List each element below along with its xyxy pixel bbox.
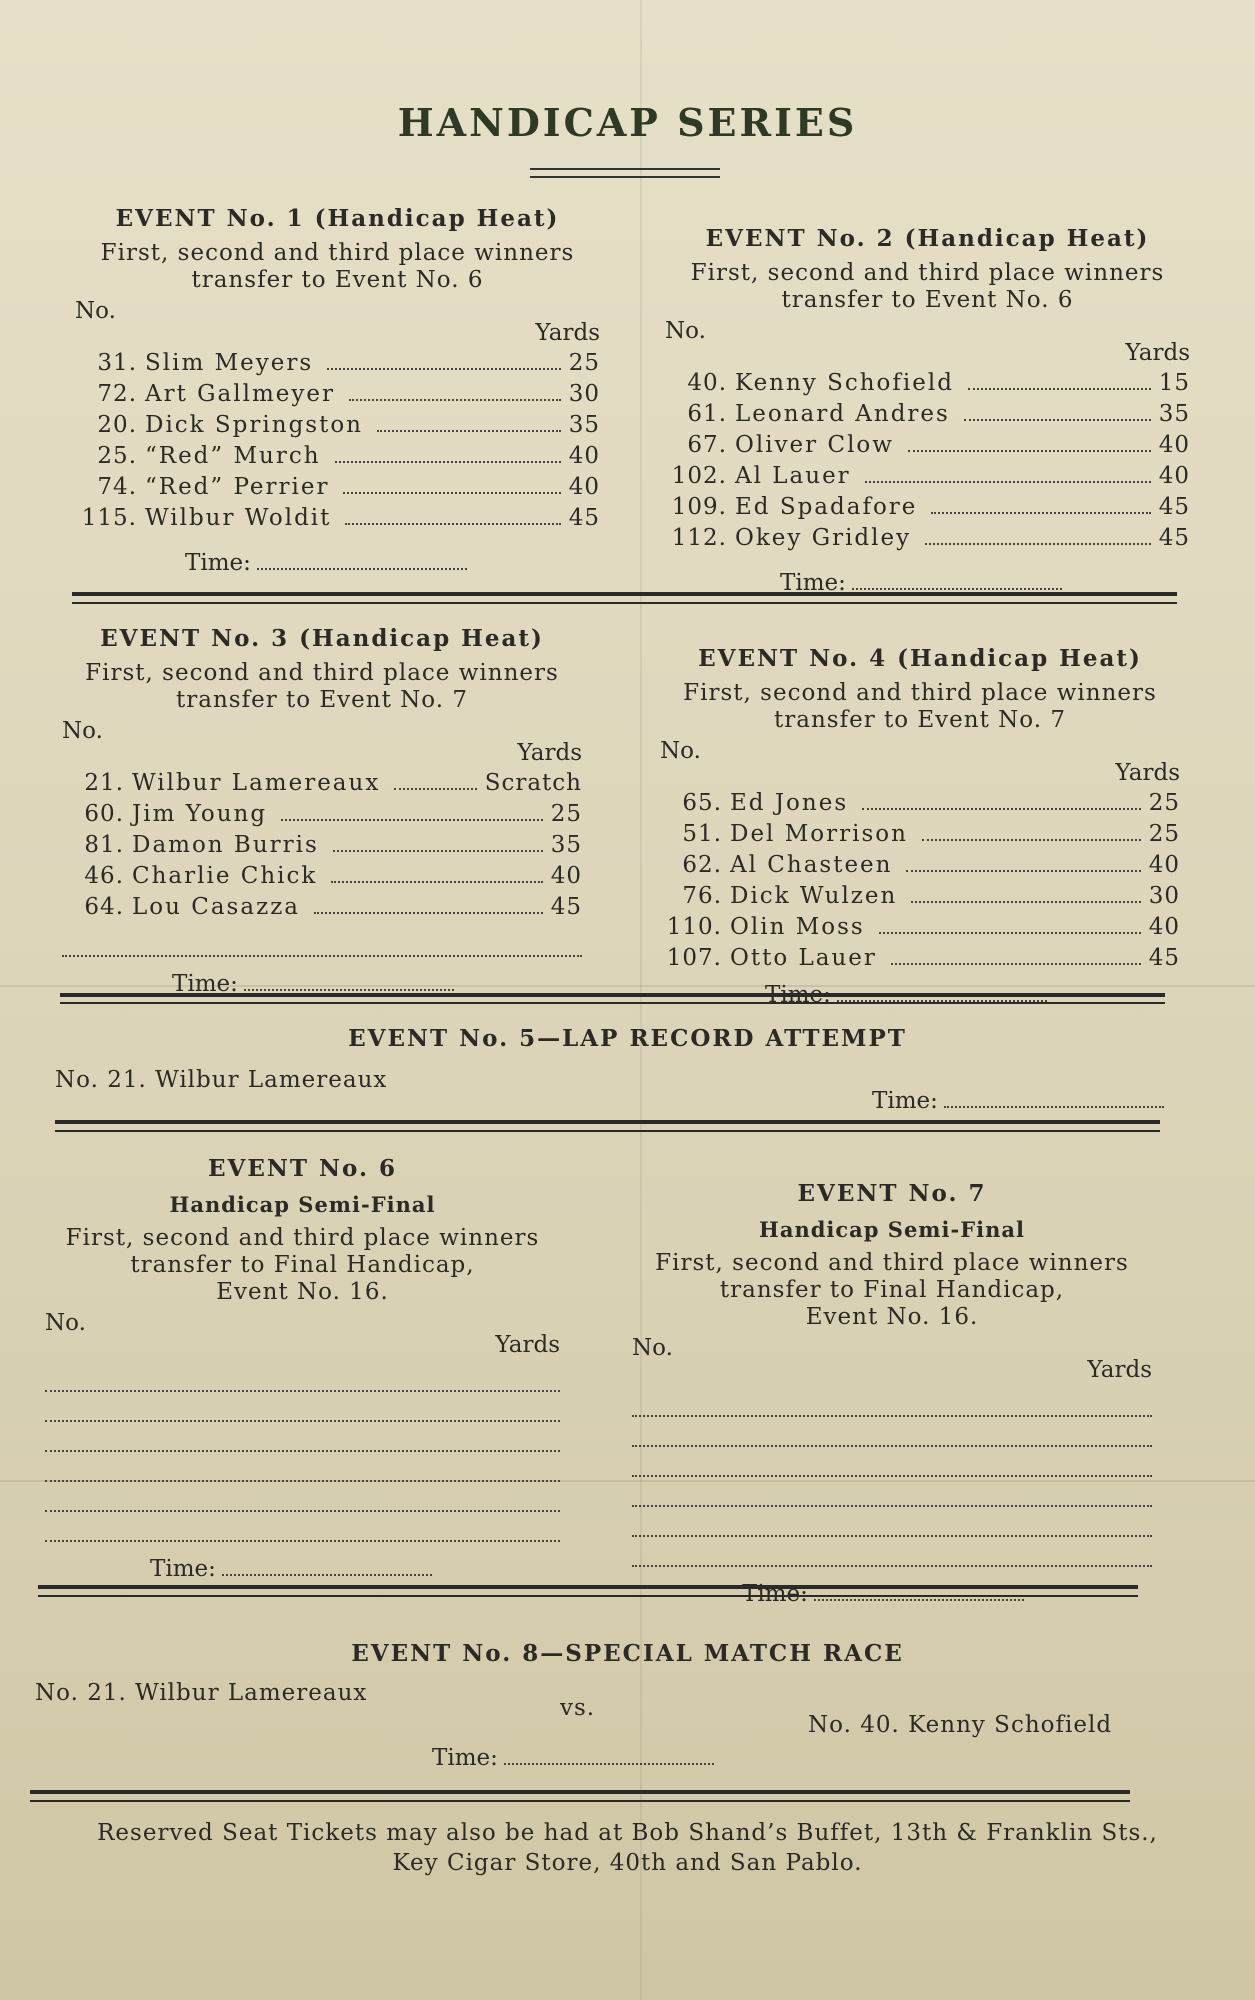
list-item: 110. Olin Moss 40 [666, 914, 1180, 940]
page-title: HANDICAP SERIES [397, 100, 858, 145]
blank-entry-line [45, 1482, 560, 1512]
no-header: No. [660, 738, 701, 764]
time-field: Time: [872, 1088, 1164, 1114]
event-3 [62, 625, 582, 997]
yards-header: Yards [517, 740, 582, 766]
event-heading: EVENT No. 3 (Handicap Heat) [100, 625, 544, 652]
section-rule [72, 592, 1177, 596]
no-header: No. [632, 1335, 673, 1361]
column-headers [632, 1335, 1152, 1387]
list-item: 25. “Red” Murch 40 [97, 443, 600, 469]
yards-header: Yards [495, 1332, 560, 1358]
list-item: 115. Wilbur Woldit 45 [81, 505, 600, 531]
time-field: Time: [172, 971, 582, 997]
blank-entry-line [632, 1507, 1152, 1537]
match-racer-right: No. 40. Kenny Schofield [808, 1712, 1113, 1738]
section-rule [55, 1130, 1160, 1132]
yards-header: Yards [1125, 340, 1190, 366]
blank-entry-line [632, 1537, 1152, 1567]
section-rule [72, 602, 1177, 604]
event-8-heading: EVENT No. 8—SPECIAL MATCH RACE [351, 1640, 904, 1667]
section-rule [30, 1790, 1130, 1794]
time-field: Time: [765, 982, 1180, 1008]
blank-entry-line [45, 1512, 560, 1542]
event-description: First, second and third place winners transfer to Final Handicap, Event No. 16. [65, 1225, 540, 1305]
event-heading: EVENT No. 1 (Handicap Heat) [115, 205, 560, 232]
event-description: First, second and third place winners transfer to Event No. 6 [690, 260, 1165, 313]
list-item: 76. Dick Wulzen 30 [682, 883, 1180, 909]
event-description: First, second and third place winners transfer to Event No. 7 [683, 680, 1157, 733]
list-item: 60. Jim Young 25 [84, 801, 582, 827]
yards-header: Yards [1087, 1357, 1152, 1383]
event-5-entry: No. 21. Wilbur Lamereaux [55, 1067, 388, 1093]
time-field: Time: [150, 1556, 560, 1582]
title-rule [530, 176, 720, 178]
paper-crease [640, 0, 642, 2000]
match-racer-left: No. 21. Wilbur Lamereaux [35, 1680, 368, 1706]
event-description: First, second and third place winners transfer to Event No. 7 [85, 660, 559, 713]
ticket-notice: Reserved Seat Tickets may also be had at Bob Shand’s Buffet, 13th & Franklin Sts., Key Cigar Store, 40th and San Pablo. [97, 1820, 1158, 1876]
yards-header: Yards [1115, 760, 1180, 786]
blank-entry-line [632, 1477, 1152, 1507]
list-item: 102. Al Lauer 40 [671, 463, 1190, 489]
list-item: 81. Damon Burris 35 [84, 832, 582, 858]
event-heading: EVENT No. 7 [797, 1180, 987, 1207]
column-headers [75, 298, 600, 350]
list-item: 61. Leonard Andres 35 [687, 401, 1190, 427]
event-7 [632, 1180, 1152, 1607]
column-headers [45, 1310, 560, 1362]
list-item: 21. Wilbur Lamereaux Scratch [84, 770, 582, 796]
event-subheading: Handicap Semi-Final [759, 1217, 1025, 1242]
section-rule [38, 1585, 1138, 1589]
event-5-heading: EVENT No. 5—LAP RECORD ATTEMPT [348, 1025, 907, 1052]
column-headers [62, 718, 582, 770]
section-rule [55, 1120, 1160, 1124]
event-subheading: Handicap Semi-Final [169, 1192, 436, 1217]
event-1 [75, 205, 600, 576]
list-item: 46. Charlie Chick 40 [84, 863, 582, 889]
section-rule [30, 1800, 1130, 1802]
yards-header: Yards [535, 320, 600, 346]
event-heading: EVENT No. 4 (Handicap Heat) [698, 645, 1142, 672]
list-item: 64. Lou Casazza 45 [84, 894, 582, 920]
event-heading: EVENT No. 2 (Handicap Heat) [705, 225, 1150, 252]
list-item: 20. Dick Springston 35 [97, 412, 600, 438]
event-6 [45, 1155, 560, 1582]
list-item: 72. Art Gallmeyer 30 [97, 381, 600, 407]
no-header: No. [665, 318, 706, 344]
section-rule [38, 1595, 1138, 1597]
list-item: 107. Otto Lauer 45 [666, 945, 1180, 971]
time-field: Time: [780, 570, 1190, 596]
event-2 [665, 225, 1190, 596]
column-headers [660, 738, 1180, 790]
event-4 [660, 645, 1180, 1008]
list-item: 40. Kenny Schofield 15 [687, 370, 1190, 396]
blank-entry-line [632, 1417, 1152, 1447]
time-field: Time: [432, 1745, 714, 1771]
list-item: 31. Slim Meyers 25 [97, 350, 600, 376]
list-item: 74. “Red” Perrier 40 [97, 474, 600, 500]
event-description: First, second and third place winners transfer to Event No. 6 [100, 240, 575, 293]
no-header: No. [75, 298, 116, 324]
section-rule [60, 993, 1165, 997]
section-rule [60, 1002, 1165, 1004]
list-item: 67. Oliver Clow 40 [687, 432, 1190, 458]
blank-entry-line [45, 1362, 560, 1392]
event-heading: EVENT No. 6 [207, 1155, 398, 1182]
blank-entry-line [45, 1422, 560, 1452]
list-item: 51. Del Morrison 25 [682, 821, 1180, 847]
blank-entry-line [632, 1447, 1152, 1477]
column-headers [665, 318, 1190, 370]
no-header: No. [45, 1310, 86, 1336]
blank-entry-line [62, 927, 582, 957]
title-rule [530, 168, 720, 170]
blank-entry-line [45, 1392, 560, 1422]
time-field: Time: [185, 550, 600, 576]
no-header: No. [62, 718, 103, 744]
versus-label: vs. [560, 1695, 596, 1721]
blank-entry-line [632, 1387, 1152, 1417]
blank-entry-line [45, 1452, 560, 1482]
time-field: Time: [742, 1581, 1152, 1607]
event-description: First, second and third place winners transfer to Final Handicap, Event No. 16. [655, 1250, 1129, 1330]
list-item: 62. Al Chasteen 40 [682, 852, 1180, 878]
list-item: 65. Ed Jones 25 [682, 790, 1180, 816]
list-item: 112. Okey Gridley 45 [671, 525, 1190, 551]
list-item: 109. Ed Spadafore 45 [671, 494, 1190, 520]
